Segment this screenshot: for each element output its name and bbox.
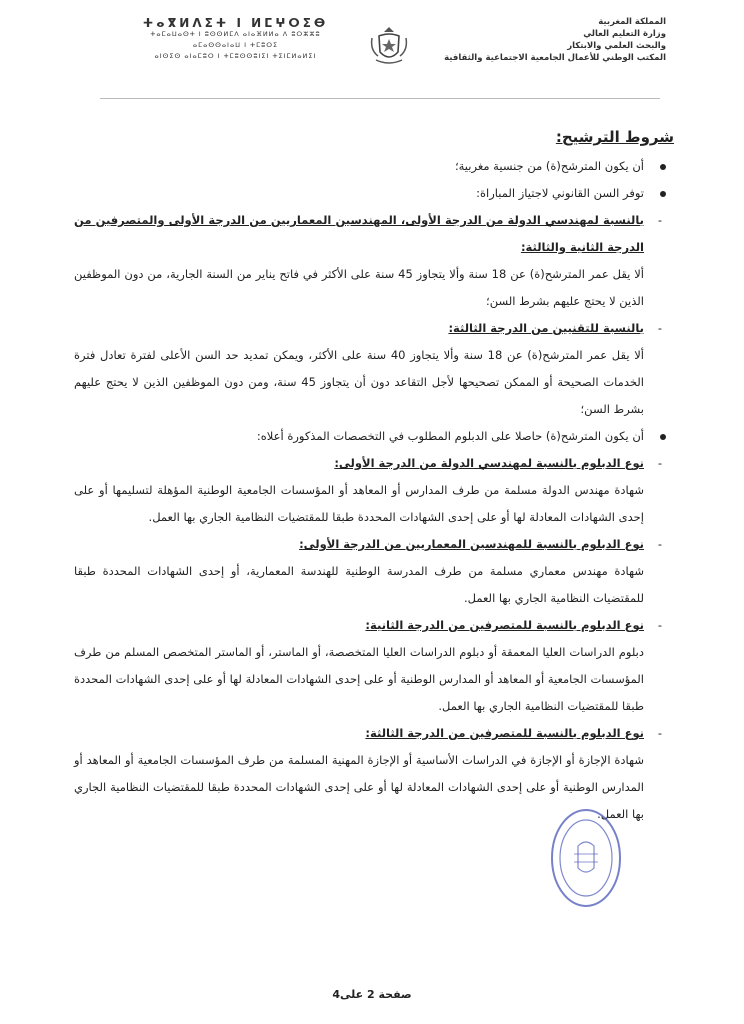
coat-of-arms-icon xyxy=(368,24,410,68)
header-right-line: المكتب الوطني للأعمال الجامعية الاجتماعية والثقافية xyxy=(444,53,666,63)
header-right-line: وزارة التعليم العالي xyxy=(583,29,666,39)
paragraph: شهادة مهندس معماري مسلمة من طرف المدرسة الوطنية للهندسة المعمارية، أو إحدى الشهادات المحددة طبقا للمقتضيات النظامية الجاري بها العمل. xyxy=(74,564,644,605)
dash-icon: - xyxy=(657,537,662,551)
dash-icon: - xyxy=(657,618,662,632)
paragraph: شهادة الإجازة أو الإجازة في الدراسات الأساسية أو الإجازة المهنية المسلمة من طرف المؤسسات الجامعية أو المعاهد أو المدارس الوطنية أو على إحدى الشهادات المعادلة لها أو على إحدى الشهادات المحددة طبقا للمقتضيات النظامية الجاري بها العمل. xyxy=(74,753,644,821)
paragraph: ألا يقل عمر المترشح(ة) عن 18 سنة وألا يتجاوز 45 سنة على الأكثر في فاتح يناير من السنة الجارية، من دون الموظفين الذين لا يحتج عليهم بشرط السن؛ xyxy=(74,267,645,308)
dash-icon: - xyxy=(657,456,662,470)
bullet-text: أن يكون المترشح(ة) حاصلا على الدبلوم المطلوب في التخصصات المذكورة أعلاه: xyxy=(256,429,644,443)
bullet-text: توفر السن القانوني لاجتياز المباراة: xyxy=(476,186,644,200)
official-stamp-icon xyxy=(548,806,624,910)
subheading: نوع الدبلوم بالنسبة للمتصرفين من الدرجة الثانية: xyxy=(365,618,644,632)
header-right-line: المملكة المغربية xyxy=(598,17,666,27)
bullet-icon xyxy=(660,164,666,170)
dash-item xyxy=(74,450,674,477)
header-left-line: ⴰⵏⵙⵉⵙ ⴰⵏⴰⵎⵓⵔ ⵏ ⵜⵎⵓⵙⵙⵓⵏⵉⵏ ⵜⵉⵏⵎⵍⴰⵍⵉⵏ xyxy=(154,52,317,60)
dash-icon: - xyxy=(657,213,662,227)
dash-icon: - xyxy=(657,726,662,740)
subheading: بالنسبة للتقنيين من الدرجة الثالثة: xyxy=(448,321,644,335)
subheading: بالنسبة لمهندسي الدولة من الدرجة الأولى، المهندسين المعماريين من الدرجة الأولى والمتصرفين من الدرجة الثانية والثالثة: xyxy=(74,213,644,254)
subheading: نوع الدبلوم بالنسبة للمتصرفين من الدرجة الثالثة: xyxy=(365,726,644,740)
subheading: نوع الدبلوم بالنسبة لمهندسي الدولة من الدرجة الأولى: xyxy=(334,456,644,470)
dash-item xyxy=(74,315,674,342)
bullet-item xyxy=(74,153,674,180)
header-ministry xyxy=(436,16,666,64)
bullet-icon xyxy=(660,434,666,440)
bullet-item xyxy=(74,423,674,450)
dash-item xyxy=(74,720,674,747)
bullet-icon xyxy=(660,191,666,197)
header-right-line: والبحث العلمي والابتكار xyxy=(567,41,666,51)
bullet-item xyxy=(74,180,674,207)
paragraph: دبلوم الدراسات العليا المعمقة أو دبلوم الدراسات العليا المتخصصة، أو الماستر، أو الماستر المتخصص المسلم من طرف المؤسسات الجامعية أو المعاهد أو المدارس الوطنية أو على إحدى الشهادات المعادلة لها أو على إحدى الشهادات المحددة طبقا للمقتضيات النظامية الجاري بها العمل. xyxy=(74,645,644,713)
header-divider xyxy=(100,98,660,99)
header-left-line: ⴰⵎⴰⵙⵙⴰⵏⴰⵡ ⵏ ⵜⵎⵓⵔⵉ xyxy=(192,41,279,49)
dash-icon: - xyxy=(657,321,662,335)
header-left-line: ⵜⴰⴳⵍⴷⵉⵜ ⵏ ⵍⵎⵖⵔⵉⴱ xyxy=(142,16,329,30)
subheading: نوع الدبلوم بالنسبة للمهندسين المعماريين من الدرجة الأولى: xyxy=(299,537,644,551)
paragraph: ألا يقل عمر المترشح(ة) عن 18 سنة وألا يتجاوز 40 سنة على الأكثر، ويمكن تمديد حد السن الأعلى لفترة تعادل فترة الخدمات الصحيحة أو الممكن تصحيحها لأجل التقاعد دون أن يتجاوز 45 سنة، ومن دون الموظفين الذين لا يحتج عليهم بشرط السن؛ xyxy=(74,348,645,416)
dash-item xyxy=(74,531,674,558)
dash-item xyxy=(74,612,674,639)
page-number: صفحة 2 على4 xyxy=(332,988,412,1001)
document-body xyxy=(74,124,674,828)
dash-item xyxy=(74,207,674,261)
header-amazigh xyxy=(128,18,343,62)
section-title: شروط الترشيح: xyxy=(555,128,674,146)
header-left-line: ⵜⴰⵎⴰⵡⴰⵙⵜ ⵏ ⵓⵙⵙⵍⵎⴷ ⴰⵏⴰⴼⵍⵍⴰ ⴷ ⵓⵔⵣⵣⵓ xyxy=(150,30,321,38)
bullet-text: أن يكون المترشح(ة) من جنسية مغربية؛ xyxy=(454,159,644,173)
paragraph: شهادة مهندس الدولة مسلمة من طرف المدارس أو المعاهد أو المؤسسات الجامعية الوطنية المؤهلة لتسليمها أو على إحدى الشهادات المعادلة لها أو على إحدى الشهادات المحددة طبقا للمقتضيات النظامية الجاري بها العمل. xyxy=(74,483,644,524)
